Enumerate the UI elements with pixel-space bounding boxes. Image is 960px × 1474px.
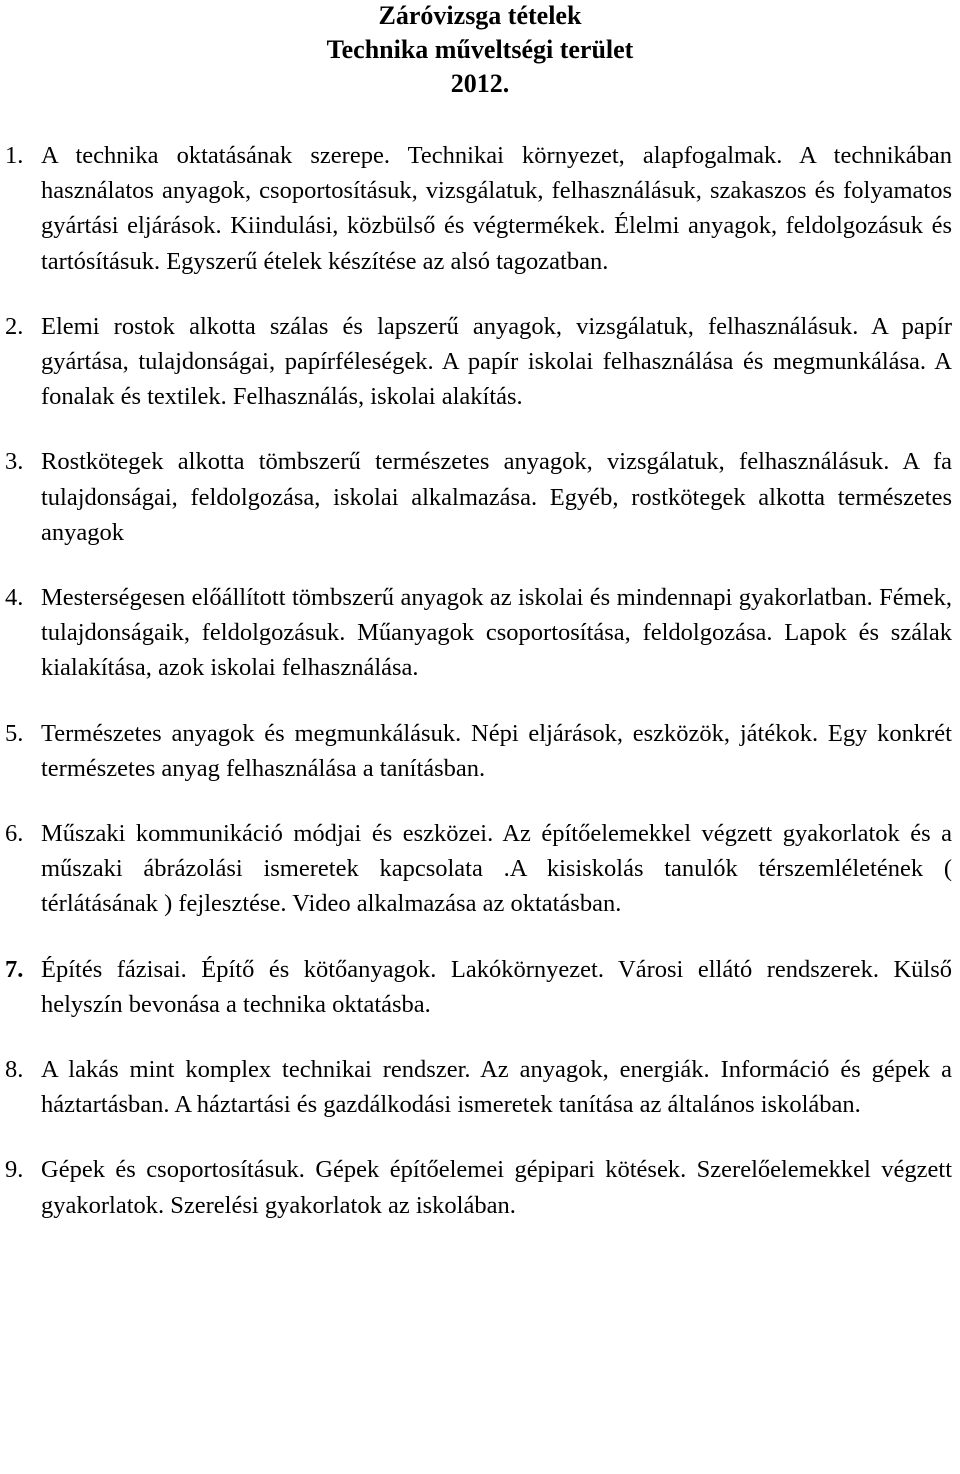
document-year: 2012.	[450, 69, 510, 98]
list-item	[0, 952, 960, 1022]
item-number: 8.	[5, 1056, 24, 1084]
item-text: Műszaki kommunikáció módjai és eszközei. Az építőelemekkel végzett gyakorlatok és a műszaki ábrázolási ismeretek kapcsolata .A kisiskolás tanulók térszemléletének ( térlátásának ) fejlesztése. Video alkalmazása az oktatásban.	[41, 820, 952, 918]
list-item	[0, 716, 960, 786]
item-number: 6.	[5, 820, 24, 848]
list-item	[0, 1052, 960, 1122]
item-text: Elemi rostok alkotta szálas és lapszerű anyagok, vizsgálatuk, felhasználásuk. A papír gyártása, tulajdonságai, papírféleségek. A papír iskolai felhasználása és megmunkálása. A fonalak és textilek. Felhasználás, iskolai alakítás.	[41, 312, 952, 411]
item-number: 7.	[5, 955, 24, 983]
list-item	[0, 816, 960, 922]
topic-list	[0, 138, 960, 1253]
document-header	[0, 0, 960, 101]
item-text: Gépek és csoportosításuk. Gépek építőelemei gépipari kötések. Szerelőelemekkel végzett gyakorlatok. Szerelési gyakorlatok az iskolában.	[41, 1156, 952, 1219]
item-text: A lakás mint komplex technikai rendszer. Az anyagok, energiák. Információ és gépek a háztartásban. A háztartási és gazdálkodási ismeretek tanítása az általános iskolában.	[41, 1056, 952, 1119]
item-number: 9.	[5, 1156, 24, 1184]
list-item	[0, 444, 960, 550]
document-title: Záróvizsga tételek	[378, 1, 582, 30]
list-item	[0, 138, 960, 279]
list-item	[0, 1152, 960, 1222]
item-text: Rostkötegek alkotta tömbszerű természetes anyagok, vizsgálatuk, felhasználásuk. A fa tulajdonságai, feldolgozása, iskolai alkalmazása. Egyéb, rostkötegek alkotta természetes anyagok	[41, 448, 952, 546]
document-subtitle: Technika műveltségi terület	[326, 35, 634, 64]
list-item	[0, 580, 960, 686]
item-text: Mesterségesen előállított tömbszerű anyagok az iskolai és mindennapi gyakorlatban. Fémek, tulajdonságaik, feldolgozásuk. Műanyagok csoportosítása, feldolgozása. Lapok és szálak kialakítása, azok iskolai felhasználása.	[41, 584, 952, 682]
item-text: A technika oktatásának szerepe. Technikai környezet, alapfogalmak. A technikában használatos anyagok, csoportosításuk, vizsgálatuk, felhasználásuk, szakaszos és folyamatos gyártási eljárások. Kiindulási, közbülső és végtermékek. Élelmi anyagok, feldolgozásuk és tartósításuk. Egyszerű ételek készítése az alsó tagozatban.	[41, 142, 952, 275]
item-number: 1.	[5, 142, 24, 169]
item-number: 2.	[5, 312, 24, 340]
item-number: 5.	[5, 719, 24, 747]
item-number: 4.	[5, 584, 24, 612]
item-text: Természetes anyagok és megmunkálásuk. Népi eljárások, eszközök, játékok. Egy konkrét természetes anyag felhasználása a tanításban.	[41, 719, 952, 782]
item-number: 3.	[5, 448, 24, 476]
item-text: Építés fázisai. Építő és kötőanyagok. Lakókörnyezet. Városi ellátó rendszerek. Külső helyszín bevonása a technika oktatásba.	[41, 955, 952, 1018]
list-item	[0, 309, 960, 415]
